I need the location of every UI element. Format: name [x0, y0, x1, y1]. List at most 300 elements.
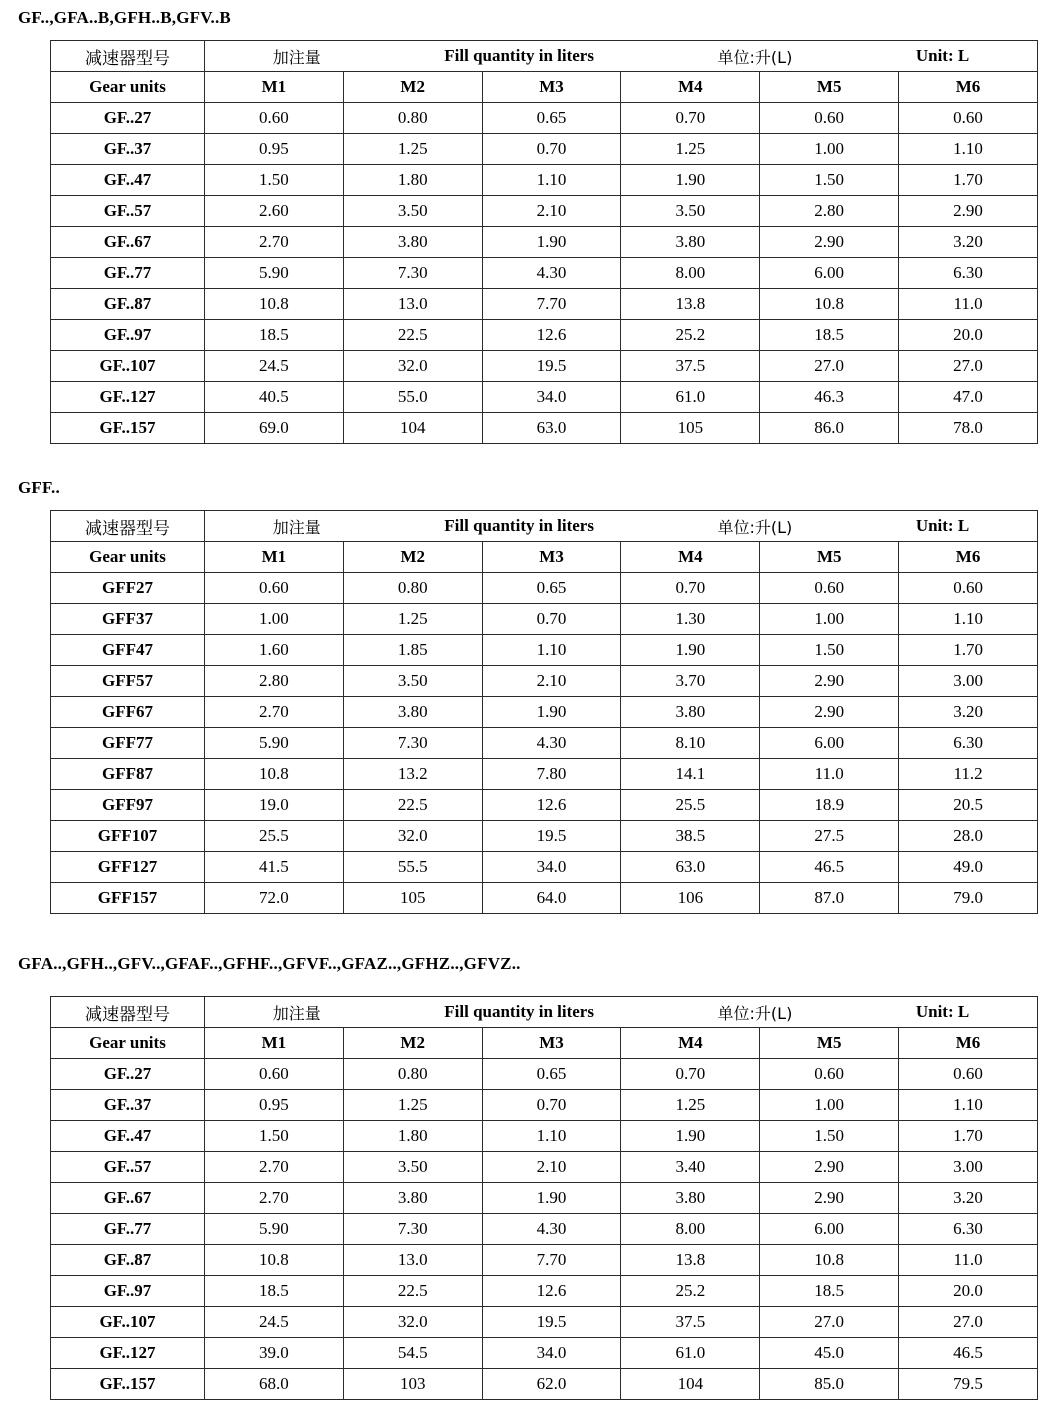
row-value: 3.50	[621, 196, 760, 227]
table-row	[51, 883, 1038, 914]
row-model: GFF37	[51, 604, 205, 635]
row-model: GF..57	[51, 1152, 205, 1183]
row-value: 18.5	[760, 320, 899, 351]
row-value: 46.5	[760, 852, 899, 883]
row-value: 1.90	[482, 697, 621, 728]
row-model: GFF77	[51, 728, 205, 759]
row-value: 1.25	[621, 134, 760, 165]
row-value: 61.0	[621, 1338, 760, 1369]
row-value: 1.00	[204, 604, 343, 635]
row-value: 3.20	[899, 227, 1038, 258]
row-value: 0.60	[760, 103, 899, 134]
row-model: GF..47	[51, 165, 205, 196]
header-model-cn: 减速器型号	[51, 997, 205, 1028]
row-value: 32.0	[343, 351, 482, 382]
row-model: GF..77	[51, 258, 205, 289]
header-col-m2: M2	[343, 1028, 482, 1059]
row-value: 4.30	[482, 258, 621, 289]
table-row	[51, 1090, 1038, 1121]
row-value: 34.0	[482, 1338, 621, 1369]
header-col-m5: M5	[760, 1028, 899, 1059]
row-value: 0.80	[343, 103, 482, 134]
row-value: 0.60	[760, 573, 899, 604]
row-value: 1.70	[899, 1121, 1038, 1152]
table-row	[51, 103, 1038, 134]
header-model-en: Gear units	[51, 72, 205, 103]
table-row	[51, 1059, 1038, 1090]
header-col-m6: M6	[899, 542, 1038, 573]
row-model: GF..27	[51, 1059, 205, 1090]
row-value: 19.5	[482, 351, 621, 382]
row-value: 25.5	[204, 821, 343, 852]
fill-quantity-table	[50, 40, 1038, 444]
row-model: GF..27	[51, 103, 205, 134]
table-header-row-bottom	[51, 1028, 1038, 1059]
row-value: 1.80	[343, 165, 482, 196]
row-value: 0.70	[621, 573, 760, 604]
table-header-row-bottom	[51, 542, 1038, 573]
row-model: GF..47	[51, 1121, 205, 1152]
row-value: 1.10	[482, 635, 621, 666]
table-row	[51, 790, 1038, 821]
table-row	[51, 1276, 1038, 1307]
header-quantity-en: Fill quantity in liters	[444, 516, 594, 535]
row-value: 2.70	[204, 227, 343, 258]
row-model: GF..127	[51, 1338, 205, 1369]
section-title: GFA..,GFH..,GFV..,GFAF..,GFHF..,GFVF..,GFAZ..,GFHZ..,GFVZ..	[18, 954, 521, 973]
row-value: 20.5	[899, 790, 1038, 821]
table-row	[51, 227, 1038, 258]
table-row	[51, 320, 1038, 351]
row-value: 0.65	[482, 573, 621, 604]
row-value: 34.0	[482, 382, 621, 413]
row-value: 62.0	[482, 1369, 621, 1400]
fill-quantity-table	[50, 510, 1038, 914]
row-value: 5.90	[204, 728, 343, 759]
row-value: 7.70	[482, 289, 621, 320]
row-value: 2.10	[482, 196, 621, 227]
row-value: 3.80	[343, 1183, 482, 1214]
row-value: 3.80	[343, 227, 482, 258]
row-value: 18.5	[204, 320, 343, 351]
row-model: GF..87	[51, 1245, 205, 1276]
row-value: 0.70	[621, 103, 760, 134]
row-value: 40.5	[204, 382, 343, 413]
header-quantity-span	[204, 511, 1037, 542]
row-value: 103	[343, 1369, 482, 1400]
header-unit-en: Unit: L	[915, 1002, 970, 1021]
header-unit-cn: 单位:升(L)	[717, 47, 793, 67]
table-row	[51, 759, 1038, 790]
row-value: 19.5	[482, 1307, 621, 1338]
row-value: 2.10	[482, 666, 621, 697]
table-row	[51, 1307, 1038, 1338]
row-model: GFF107	[51, 821, 205, 852]
row-value: 0.70	[621, 1059, 760, 1090]
table-row	[51, 289, 1038, 320]
row-value: 0.60	[899, 1059, 1038, 1090]
row-value: 27.0	[899, 351, 1038, 382]
table-row	[51, 1121, 1038, 1152]
row-value: 54.5	[343, 1338, 482, 1369]
row-value: 3.80	[621, 1183, 760, 1214]
row-value: 18.9	[760, 790, 899, 821]
row-model: GF..67	[51, 1183, 205, 1214]
row-value: 19.0	[204, 790, 343, 821]
row-value: 3.20	[899, 697, 1038, 728]
row-value: 47.0	[899, 382, 1038, 413]
row-model: GF..157	[51, 1369, 205, 1400]
row-value: 11.0	[899, 1245, 1038, 1276]
row-value: 39.0	[204, 1338, 343, 1369]
row-value: 6.00	[760, 1214, 899, 1245]
row-value: 1.50	[204, 1121, 343, 1152]
row-value: 64.0	[482, 883, 621, 914]
row-model: GFF67	[51, 697, 205, 728]
row-value: 19.5	[482, 821, 621, 852]
header-col-m3: M3	[482, 1028, 621, 1059]
row-value: 1.70	[899, 635, 1038, 666]
row-value: 46.3	[760, 382, 899, 413]
row-value: 25.5	[621, 790, 760, 821]
row-value: 2.90	[760, 666, 899, 697]
row-value: 1.50	[204, 165, 343, 196]
table-row	[51, 1369, 1038, 1400]
header-model-cn: 减速器型号	[51, 511, 205, 542]
row-value: 105	[621, 413, 760, 444]
row-value: 2.70	[204, 1152, 343, 1183]
row-value: 22.5	[343, 320, 482, 351]
row-value: 1.50	[760, 635, 899, 666]
row-value: 1.00	[760, 1090, 899, 1121]
row-value: 1.10	[899, 134, 1038, 165]
row-value: 1.90	[621, 635, 760, 666]
row-value: 72.0	[204, 883, 343, 914]
header-col-m4: M4	[621, 72, 760, 103]
table-row	[51, 1338, 1038, 1369]
row-value: 2.60	[204, 196, 343, 227]
row-value: 85.0	[760, 1369, 899, 1400]
row-value: 7.30	[343, 728, 482, 759]
section-title: GF..,GFA..B,GFH..B,GFV..B	[18, 8, 231, 27]
header-model-cn: 减速器型号	[51, 41, 205, 72]
table-row	[51, 1152, 1038, 1183]
table-row	[51, 165, 1038, 196]
row-value: 61.0	[621, 382, 760, 413]
row-value: 3.00	[899, 1152, 1038, 1183]
row-value: 10.8	[760, 1245, 899, 1276]
table-row	[51, 351, 1038, 382]
row-value: 11.2	[899, 759, 1038, 790]
row-value: 0.60	[899, 103, 1038, 134]
table-row	[51, 382, 1038, 413]
row-value: 2.90	[760, 1152, 899, 1183]
row-model: GF..107	[51, 351, 205, 382]
table-row	[51, 196, 1038, 227]
row-model: GF..67	[51, 227, 205, 258]
header-col-m2: M2	[343, 542, 482, 573]
row-model: GFF127	[51, 852, 205, 883]
row-value: 1.25	[621, 1090, 760, 1121]
table-row	[51, 728, 1038, 759]
row-value: 4.30	[482, 1214, 621, 1245]
row-value: 0.95	[204, 1090, 343, 1121]
row-value: 1.10	[899, 604, 1038, 635]
row-value: 18.5	[204, 1276, 343, 1307]
row-value: 20.0	[899, 320, 1038, 351]
row-value: 2.80	[760, 196, 899, 227]
row-value: 63.0	[482, 413, 621, 444]
table-header-row-top	[51, 41, 1038, 72]
table-row	[51, 604, 1038, 635]
row-value: 6.30	[899, 1214, 1038, 1245]
header-unit-en: Unit: L	[915, 516, 970, 535]
row-value: 1.25	[343, 1090, 482, 1121]
header-col-m6: M6	[899, 72, 1038, 103]
row-value: 13.0	[343, 1245, 482, 1276]
table-row	[51, 697, 1038, 728]
section-gfa-gfh-gfv	[16, 954, 1038, 1400]
header-col-m3: M3	[482, 72, 621, 103]
row-value: 13.8	[621, 1245, 760, 1276]
table-header-row-top	[51, 511, 1038, 542]
row-value: 3.80	[621, 697, 760, 728]
table-row	[51, 413, 1038, 444]
row-value: 6.30	[899, 728, 1038, 759]
header-col-m4: M4	[621, 1028, 760, 1059]
row-value: 1.85	[343, 635, 482, 666]
row-value: 12.6	[482, 1276, 621, 1307]
row-value: 1.50	[760, 165, 899, 196]
row-value: 7.30	[343, 258, 482, 289]
row-value: 5.90	[204, 1214, 343, 1245]
row-value: 7.70	[482, 1245, 621, 1276]
section-title: GFF..	[18, 478, 60, 497]
row-value: 46.5	[899, 1338, 1038, 1369]
row-model: GFF57	[51, 666, 205, 697]
header-quantity-cn: 加注量	[272, 47, 321, 67]
header-col-m1: M1	[204, 542, 343, 573]
row-value: 3.70	[621, 666, 760, 697]
row-value: 1.25	[343, 134, 482, 165]
row-value: 3.20	[899, 1183, 1038, 1214]
row-value: 86.0	[760, 413, 899, 444]
row-value: 0.60	[204, 1059, 343, 1090]
row-value: 2.90	[760, 697, 899, 728]
row-value: 55.5	[343, 852, 482, 883]
row-value: 1.50	[760, 1121, 899, 1152]
row-value: 3.50	[343, 196, 482, 227]
header-col-m5: M5	[760, 72, 899, 103]
header-model-en: Gear units	[51, 1028, 205, 1059]
section-gff	[16, 478, 1038, 914]
row-value: 0.80	[343, 573, 482, 604]
table-row	[51, 1183, 1038, 1214]
row-value: 10.8	[204, 1245, 343, 1276]
row-value: 25.2	[621, 1276, 760, 1307]
row-value: 27.0	[760, 1307, 899, 1338]
row-model: GF..37	[51, 1090, 205, 1121]
row-value: 27.0	[899, 1307, 1038, 1338]
table-row	[51, 821, 1038, 852]
row-value: 1.60	[204, 635, 343, 666]
header-model-en: Gear units	[51, 542, 205, 573]
row-value: 13.2	[343, 759, 482, 790]
row-value: 0.65	[482, 1059, 621, 1090]
row-value: 13.8	[621, 289, 760, 320]
header-col-m2: M2	[343, 72, 482, 103]
row-value: 0.65	[482, 103, 621, 134]
row-value: 22.5	[343, 1276, 482, 1307]
row-value: 104	[343, 413, 482, 444]
row-value: 2.70	[204, 697, 343, 728]
row-value: 79.5	[899, 1369, 1038, 1400]
row-value: 25.2	[621, 320, 760, 351]
row-value: 1.00	[760, 604, 899, 635]
row-value: 37.5	[621, 351, 760, 382]
row-model: GF..87	[51, 289, 205, 320]
header-quantity-cn: 加注量	[272, 517, 321, 537]
header-col-m3: M3	[482, 542, 621, 573]
row-value: 34.0	[482, 852, 621, 883]
row-value: 49.0	[899, 852, 1038, 883]
row-value: 1.00	[760, 134, 899, 165]
row-model: GFF47	[51, 635, 205, 666]
row-value: 1.10	[899, 1090, 1038, 1121]
row-value: 69.0	[204, 413, 343, 444]
section-gf	[16, 8, 1038, 444]
row-value: 104	[621, 1369, 760, 1400]
row-model: GF..157	[51, 413, 205, 444]
table-row	[51, 258, 1038, 289]
row-value: 1.80	[343, 1121, 482, 1152]
row-value: 11.0	[760, 759, 899, 790]
row-value: 24.5	[204, 351, 343, 382]
row-value: 10.8	[760, 289, 899, 320]
header-quantity-span	[204, 997, 1037, 1028]
header-col-m4: M4	[621, 542, 760, 573]
row-value: 0.60	[760, 1059, 899, 1090]
row-value: 24.5	[204, 1307, 343, 1338]
row-value: 1.30	[621, 604, 760, 635]
row-value: 2.80	[204, 666, 343, 697]
row-value: 10.8	[204, 289, 343, 320]
row-value: 0.60	[204, 573, 343, 604]
row-value: 7.80	[482, 759, 621, 790]
row-value: 28.0	[899, 821, 1038, 852]
table-header-row-top	[51, 997, 1038, 1028]
row-value: 1.90	[621, 1121, 760, 1152]
row-value: 10.8	[204, 759, 343, 790]
row-model: GF..37	[51, 134, 205, 165]
row-model: GF..97	[51, 1276, 205, 1307]
row-value: 0.60	[204, 103, 343, 134]
row-value: 32.0	[343, 821, 482, 852]
row-value: 106	[621, 883, 760, 914]
row-value: 27.5	[760, 821, 899, 852]
row-value: 79.0	[899, 883, 1038, 914]
row-value: 3.80	[343, 697, 482, 728]
row-value: 41.5	[204, 852, 343, 883]
table-row	[51, 635, 1038, 666]
row-value: 1.10	[482, 1121, 621, 1152]
row-value: 11.0	[899, 289, 1038, 320]
row-value: 6.00	[760, 258, 899, 289]
row-value: 0.60	[899, 573, 1038, 604]
row-value: 4.30	[482, 728, 621, 759]
row-value: 8.10	[621, 728, 760, 759]
row-value: 0.70	[482, 1090, 621, 1121]
row-value: 2.70	[204, 1183, 343, 1214]
row-value: 5.90	[204, 258, 343, 289]
row-model: GFF97	[51, 790, 205, 821]
row-value: 3.50	[343, 666, 482, 697]
table-row	[51, 852, 1038, 883]
row-value: 105	[343, 883, 482, 914]
fill-quantity-table	[50, 996, 1038, 1400]
row-model: GF..127	[51, 382, 205, 413]
row-value: 78.0	[899, 413, 1038, 444]
header-quantity-en: Fill quantity in liters	[444, 46, 594, 65]
row-model: GFF27	[51, 573, 205, 604]
row-value: 0.95	[204, 134, 343, 165]
row-value: 6.00	[760, 728, 899, 759]
table-row	[51, 573, 1038, 604]
row-value: 0.80	[343, 1059, 482, 1090]
row-value: 2.10	[482, 1152, 621, 1183]
row-value: 20.0	[899, 1276, 1038, 1307]
row-value: 55.0	[343, 382, 482, 413]
row-model: GF..57	[51, 196, 205, 227]
row-value: 18.5	[760, 1276, 899, 1307]
row-value: 8.00	[621, 258, 760, 289]
row-value: 0.70	[482, 134, 621, 165]
row-value: 45.0	[760, 1338, 899, 1369]
row-value: 12.6	[482, 790, 621, 821]
table-row	[51, 134, 1038, 165]
table-row	[51, 666, 1038, 697]
table-header-row-bottom	[51, 72, 1038, 103]
row-value: 22.5	[343, 790, 482, 821]
row-value: 3.50	[343, 1152, 482, 1183]
row-value: 3.80	[621, 227, 760, 258]
row-value: 87.0	[760, 883, 899, 914]
header-col-m5: M5	[760, 542, 899, 573]
header-col-m1: M1	[204, 1028, 343, 1059]
row-value: 0.70	[482, 604, 621, 635]
row-value: 6.30	[899, 258, 1038, 289]
row-model: GF..97	[51, 320, 205, 351]
row-value: 37.5	[621, 1307, 760, 1338]
row-value: 63.0	[621, 852, 760, 883]
header-unit-cn: 单位:升(L)	[717, 1003, 793, 1023]
row-value: 2.90	[899, 196, 1038, 227]
row-model: GFF87	[51, 759, 205, 790]
row-value: 1.90	[482, 1183, 621, 1214]
row-value: 2.90	[760, 1183, 899, 1214]
row-value: 1.10	[482, 165, 621, 196]
header-quantity-en: Fill quantity in liters	[444, 1002, 594, 1021]
row-value: 13.0	[343, 289, 482, 320]
row-model: GF..107	[51, 1307, 205, 1338]
row-value: 1.90	[482, 227, 621, 258]
table-row	[51, 1214, 1038, 1245]
row-value: 3.00	[899, 666, 1038, 697]
row-value: 1.70	[899, 165, 1038, 196]
header-unit-en: Unit: L	[915, 46, 970, 65]
header-col-m6: M6	[899, 1028, 1038, 1059]
row-value: 8.00	[621, 1214, 760, 1245]
